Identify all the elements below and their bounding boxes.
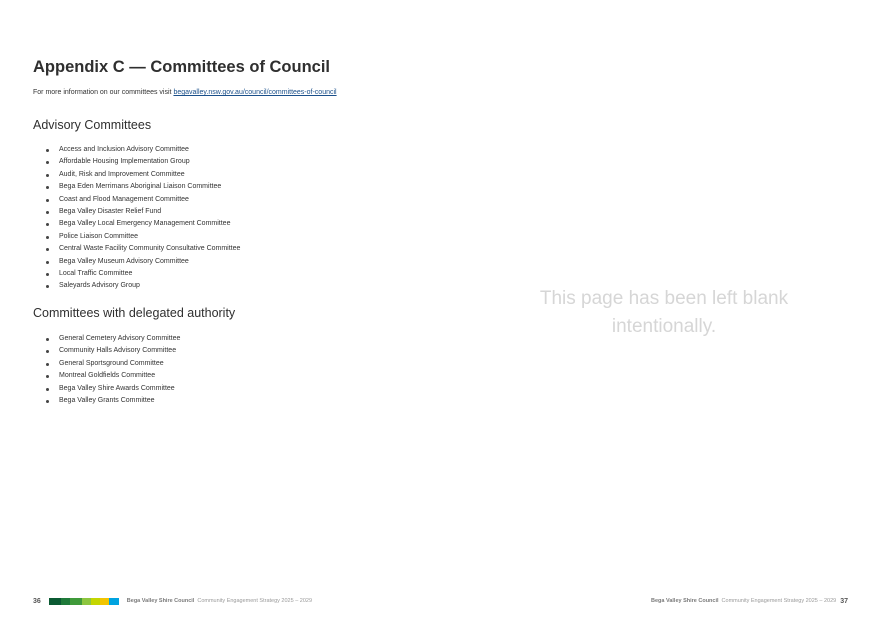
list-item: Coast and Flood Management Committee (46, 194, 240, 206)
list-item: Community Halls Advisory Committee (46, 345, 180, 357)
list-item: Affordable Housing Implementation Group (46, 156, 240, 168)
advisory-committees-heading: Advisory Committees (33, 118, 152, 132)
color-swatch (70, 598, 82, 605)
organisation-name: Bega Valley Shire Council (126, 598, 195, 604)
left-footer (33, 596, 312, 606)
color-swatch (109, 598, 119, 605)
list-item: Bega Valley Grants Committee (46, 395, 180, 407)
document-name: Community Engagement Strategy 2025 – 2029 (197, 598, 313, 604)
list-item: Bega Valley Disaster Relief Fund (46, 206, 240, 218)
color-swatch (61, 598, 70, 605)
page-number: 37 (840, 597, 848, 605)
list-item: Bega Valley Local Emergency Management Committee (46, 218, 240, 230)
intro-paragraph (33, 89, 337, 96)
color-swatch (82, 598, 91, 605)
color-swatch (91, 598, 100, 605)
intro-text: For more information on our committees visit (33, 89, 174, 96)
list-item: General Sportsground Committee (46, 358, 180, 370)
list-item: General Cemetery Advisory Committee (46, 333, 180, 345)
blank-page-note: This page has been left blank intentionally. (539, 288, 789, 337)
delegated-committees-list (46, 333, 180, 407)
right-page (439, 0, 878, 620)
list-item: Montreal Goldfields Committee (46, 370, 180, 382)
right-footer (651, 596, 848, 606)
page-title: Appendix C — Committees of Council (33, 58, 331, 76)
list-item: Saleyards Advisory Group (46, 280, 240, 292)
delegated-committees-heading: Committees with delegated authority (33, 306, 236, 320)
organisation-name: Bega Valley Shire Council (650, 598, 719, 604)
list-item: Bega Valley Shire Awards Committee (46, 383, 180, 395)
list-item: Local Traffic Committee (46, 268, 240, 280)
document-name: Community Engagement Strategy 2025 – 2029 (721, 598, 837, 604)
page-number: 36 (33, 597, 41, 605)
list-item: Bega Eden Merrimans Aboriginal Liaison Committee (46, 181, 240, 193)
advisory-committees-list (46, 144, 240, 293)
list-item: Bega Valley Museum Advisory Committee (46, 256, 240, 268)
list-item: Central Waste Facility Community Consultative Committee (46, 243, 240, 255)
brand-color-bar (49, 598, 119, 605)
list-item: Police Liaison Committee (46, 231, 240, 243)
list-item: Audit, Risk and Improvement Committee (46, 169, 240, 181)
committees-link[interactable]: begavalley.nsw.gov.au/council/committees-of-council (173, 89, 337, 96)
color-swatch (49, 598, 61, 605)
color-swatch (100, 598, 109, 605)
list-item: Access and Inclusion Advisory Committee (46, 144, 240, 156)
